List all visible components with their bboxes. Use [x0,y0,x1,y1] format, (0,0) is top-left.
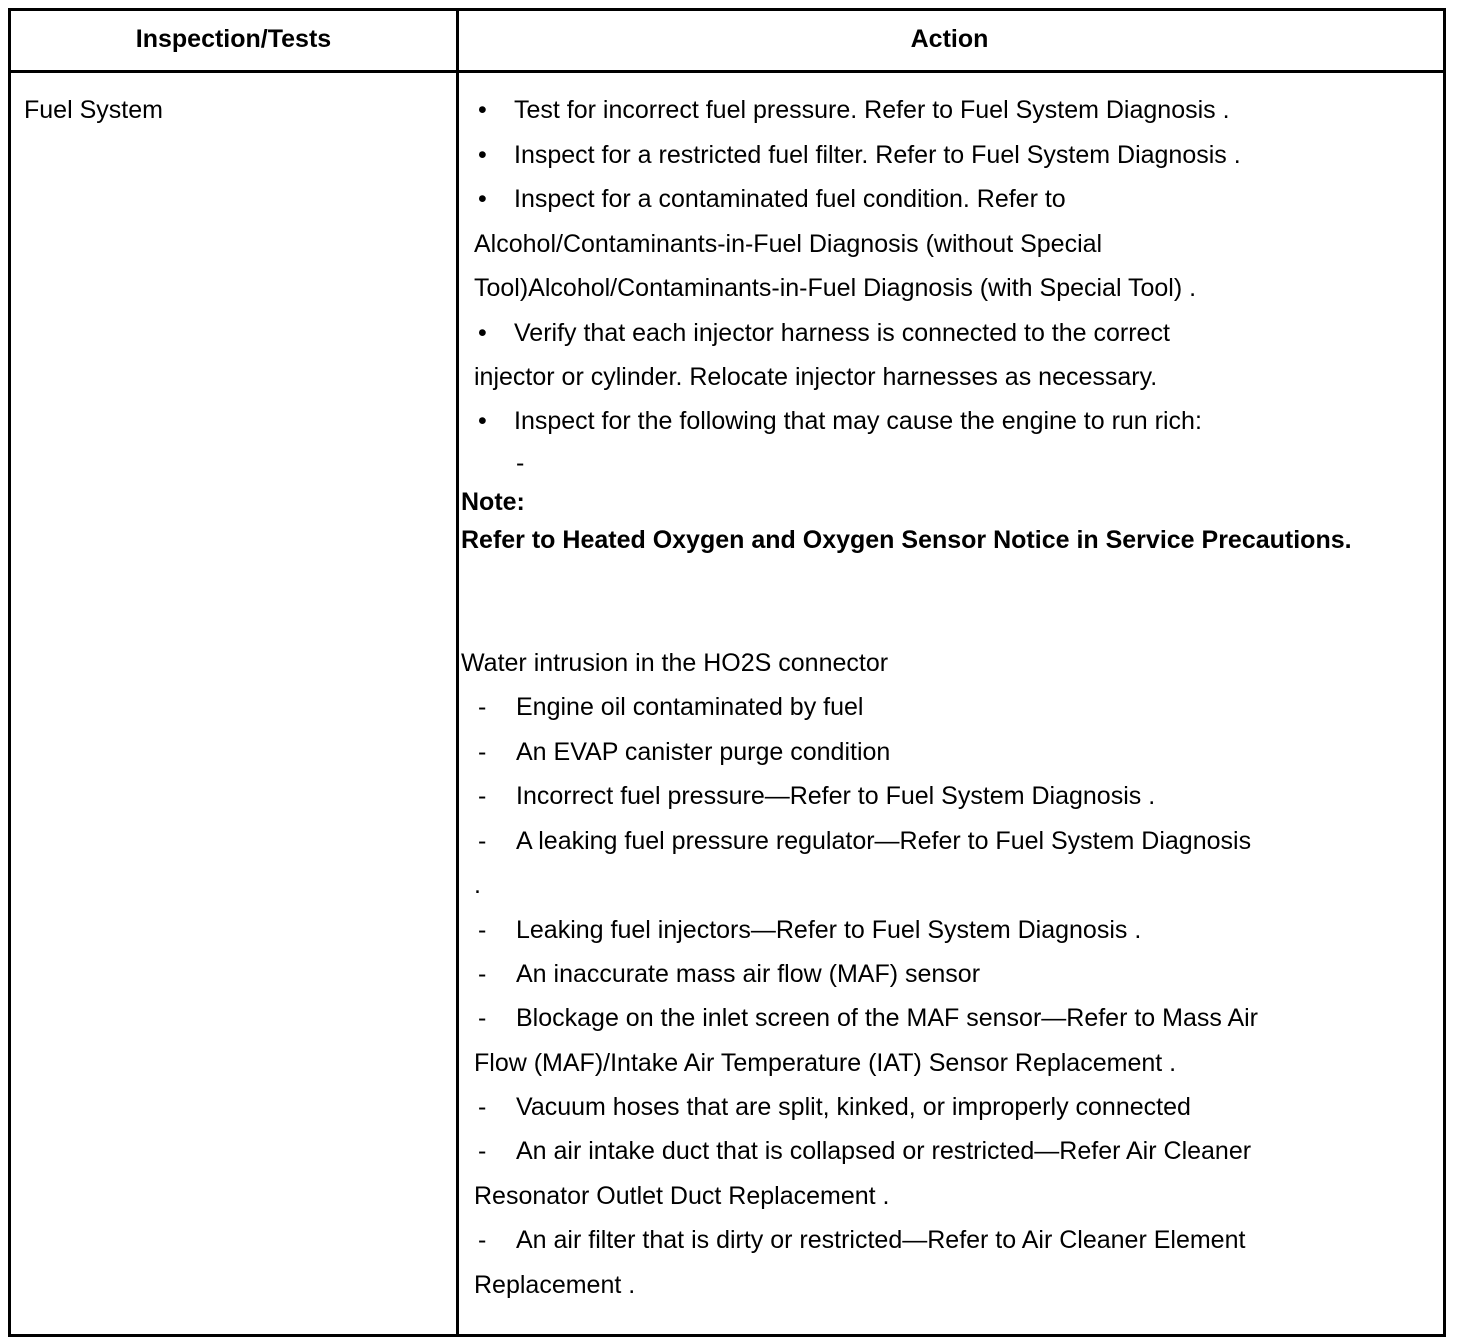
dash-icon: - [478,827,487,855]
action-line: Incorrect fuel pressure—Refer to Fuel System Diagnosis . [516,782,1156,810]
action-line: Leaking fuel injectors—Refer to Fuel System Diagnosis . [516,916,1142,944]
bullet-icon: • [478,185,487,213]
action-line: Vacuum hoses that are split, kinked, or improperly connected [516,1093,1191,1121]
action-line: An EVAP canister purge condition [516,738,891,766]
dash-icon: - [478,916,487,944]
column-header-inspection-tests: Inspection/Tests [135,25,332,53]
action-line: Test for incorrect fuel pressure. Refer to Fuel System Diagnosis . [514,96,1230,124]
inspection-cell: Fuel System [24,96,163,124]
dash-icon: - [478,1226,487,1254]
action-line-continuation: . [474,871,481,899]
dash-icon: - [478,738,487,766]
action-line: Verify that each injector harness is connected to the correct [514,319,1170,347]
action-line: Inspect for the following that may cause the engine to run rich: [514,407,1202,435]
action-line-continuation: Tool)Alcohol/Contaminants-in-Fuel Diagnosis (with Special Tool) . [474,274,1197,302]
dash-icon: - [516,449,525,477]
dash-icon: - [478,1004,487,1032]
action-line: Inspect for a contaminated fuel condition. Refer to [514,185,1066,213]
column-divider [456,8,459,1334]
bullet-icon: • [478,141,487,169]
action-line: Blockage on the inlet screen of the MAF sensor—Refer to Mass Air [516,1004,1259,1032]
action-line: An inaccurate mass air flow (MAF) sensor [516,960,981,988]
dash-icon: - [478,960,487,988]
action-line-continuation: Alcohol/Contaminants-in-Fuel Diagnosis (without Special [474,230,1103,258]
action-line-continuation: Resonator Outlet Duct Replacement . [474,1182,890,1210]
column-header-action: Action [910,25,989,53]
action-line-continuation: Replacement . [474,1271,636,1299]
action-line: Inspect for a restricted fuel filter. Refer to Fuel System Diagnosis . [514,141,1241,169]
dash-icon: - [478,782,487,810]
dash-icon: - [478,693,487,721]
dash-icon: - [478,1137,487,1165]
action-line-continuation: injector or cylinder. Relocate injector harnesses as necessary. [474,363,1158,391]
action-line: A leaking fuel pressure regulator—Refer to Fuel System Diagnosis [516,827,1252,855]
action-line: An air filter that is dirty or restricted—Refer to Air Cleaner Element [516,1226,1246,1254]
action-line: An air intake duct that is collapsed or restricted—Refer Air Cleaner [516,1137,1252,1165]
action-line-continuation: Flow (MAF)/Intake Air Temperature (IAT) Sensor Replacement . [474,1049,1177,1077]
bullet-icon: • [478,319,487,347]
action-line: Water intrusion in the HO2S connector [461,649,889,677]
dash-icon: - [478,1093,487,1121]
note-label: Note: [461,488,525,516]
bullet-icon: • [478,407,487,435]
bullet-icon: • [478,96,487,124]
note-text: Refer to Heated Oxygen and Oxygen Sensor Notice in Service Precautions. [461,526,1352,554]
action-line: Engine oil contaminated by fuel [516,693,864,721]
